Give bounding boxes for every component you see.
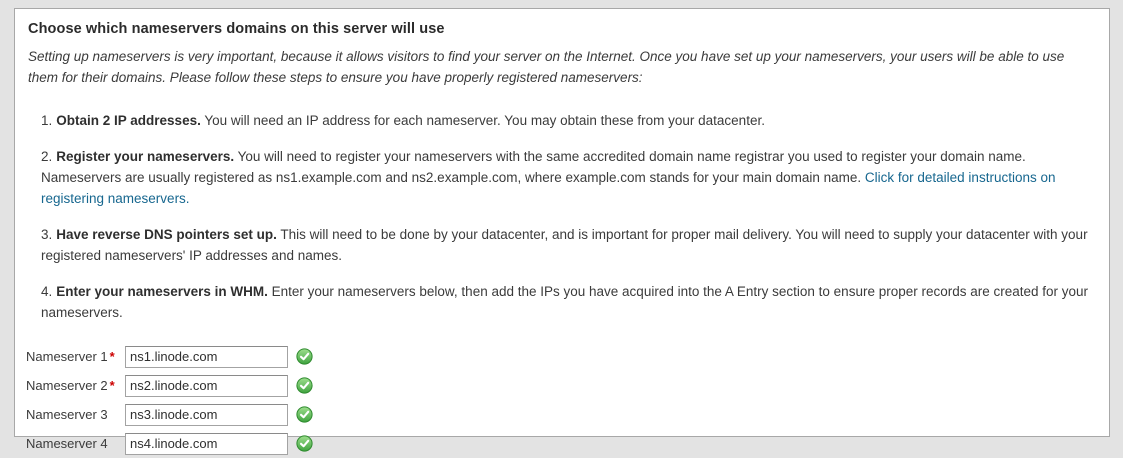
check-circle-icon [296,435,313,452]
step-1-number: 1. [41,113,53,128]
nameserver-2-label: Nameserver 2 * [26,378,115,393]
nameserver-3-row [26,400,1094,429]
steps-list [28,110,1094,323]
step-2-number: 2. [41,149,53,164]
nameserver-3-label: Nameserver 3 [26,407,108,422]
step-2 [41,146,1094,209]
nameserver-1-input[interactable] [125,346,288,368]
step-3-heading: Have reverse DNS pointers set up. [56,227,277,242]
step-3-number: 3. [41,227,53,242]
required-marker: * [109,378,115,393]
nameserver-4-input[interactable] [125,433,288,455]
step-4-text: Enter your nameservers below, then add the IPs you have acquired into the A Entry section to ensure proper records are created for your nameservers. [41,284,1089,320]
required-marker: * [109,349,115,364]
check-circle-icon [296,406,313,423]
step-4-heading: Enter your nameservers in WHM. [56,284,268,299]
step-1-heading: Obtain 2 IP addresses. [56,113,201,128]
nameserver-1-row [26,342,1094,371]
nameserver-2-input[interactable] [125,375,288,397]
step-4 [41,281,1094,323]
intro-text: Setting up nameservers is very important, because it allows visitors to find your server on the Internet. Once you have set up your nameservers, your users will be able to use them for their domains. Please follow these steps to ensure you have properly registered nameservers: [28,49,1065,85]
step-3 [41,224,1094,266]
step-1 [41,110,1094,131]
nameserver-2-row [26,371,1094,400]
check-circle-icon [296,377,313,394]
step-4-number: 4. [41,284,53,299]
nameserver-1-label: Nameserver 1 * [26,349,115,364]
step-2-heading: Register your nameservers. [56,149,235,164]
nameserver-4-row [26,429,1094,458]
nameserver-4-label: Nameserver 4 [26,436,108,451]
step-1-text: You will need an IP address for each nameserver. You may obtain these from your datacenter. [200,113,765,128]
step-2-text: You will need to register your nameservers with the same accredited domain name registrar you used to register your domain name. Nameservers are usually registered as ns1.example.com and ns2.example.com, where example.com stands for your main domain name. [41,149,1026,185]
nameserver-form [26,342,1094,458]
registering-nameservers-link[interactable]: Click for detailed instructions on registering nameservers. [41,170,1056,206]
step-3-text: This will need to be done by your datacenter, and is important for proper mail delivery. You will need to supply your datacenter with your registered nameservers' IP addresses and names. [41,227,1088,263]
nameserver-3-input[interactable] [125,404,288,426]
page-title: Choose which nameservers domains on this server will use [28,21,445,37]
check-circle-icon [296,348,313,365]
nameserver-setup-panel [14,8,1110,451]
